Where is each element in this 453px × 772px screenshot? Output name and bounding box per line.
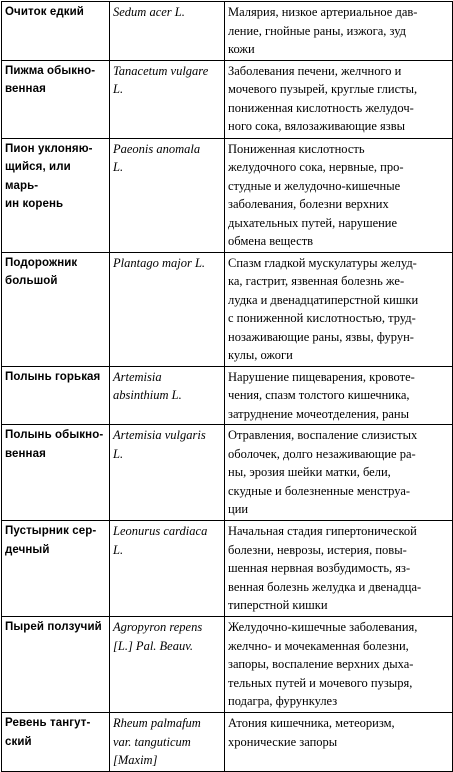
indications-cell: Желудочно-кишечные заболевания, желчно- и мочекаменная болезни, запоры, воспаление верхних дыха- тельных путей и мочевого пузыря, подагра, фурункулез [225, 617, 453, 713]
indications-cell: Заболевания печени, желчного и мочевого пузырей, круглые глисты, пониженная кислотность желудоч- ного сока, вялозаживающие язвы [225, 60, 453, 138]
indications-cell: Малярия, низкое артериальное дав- ление, гнойные раны, изжога, зуд кожи [225, 2, 453, 61]
table-row [2, 521, 453, 617]
plant-name-cell: Полынь обыкно- венная [2, 425, 110, 521]
plant-name-cell: Полынь горькая [2, 366, 110, 425]
table-row [2, 60, 453, 138]
latin-name-cell: Artemisia absinthium L. [110, 366, 225, 425]
latin-name-cell: Paeonis anomala L. [110, 138, 225, 252]
plant-name-cell: Подорожник большой [2, 252, 110, 366]
indications-cell: Атония кишечника, метеоризм, хронические запоры [225, 713, 453, 772]
table-row [2, 713, 453, 772]
plant-name-cell: Пижма обыкно- венная [2, 60, 110, 138]
indications-cell: Отравления, воспаление слизистых оболочек, долго незаживающие ра- ны, эрозия шейки матки, бели, скудные и болезненные менструа- ции [225, 425, 453, 521]
plant-name-cell: Пырей ползучий [2, 617, 110, 713]
plant-name-cell: Пустырник сер- дечный [2, 521, 110, 617]
table-row [2, 617, 453, 713]
latin-name-cell: Artemisia vulgaris L. [110, 425, 225, 521]
plant-name-cell: Ревень тангут- ский [2, 713, 110, 772]
table-row [2, 425, 453, 521]
latin-name-cell: Rheum palmafum var. tanguticum [Maxim] [110, 713, 225, 772]
latin-name-cell: Agropyron repens [L.] Pal. Beauv. [110, 617, 225, 713]
table-row [2, 138, 453, 252]
plant-name-cell: Пион уклоняю- щийся, или марь- ин корень [2, 138, 110, 252]
table-row [2, 2, 453, 61]
indications-cell: Начальная стадия гипертонической болезни, неврозы, истерия, повы- шенная нервная возбудимость, яз- венная болезнь желудка и двенадца- типерстной кишки [225, 521, 453, 617]
latin-name-cell: Sedum acer L. [110, 2, 225, 61]
table-row [2, 252, 453, 366]
latin-name-cell: Tanacetum vulgare L. [110, 60, 225, 138]
plant-name-cell: Очиток едкий [2, 2, 110, 61]
latin-name-cell: Leonurus cardiaca L. [110, 521, 225, 617]
indications-cell: Спазм гладкой мускулатуры желуд- ка, гастрит, язвенная болезнь же- лудка и двенадцатиперстной кишки с пониженной кислотностью, труд- нозаживающие раны, язвы, фурун- кулы, ожоги [225, 252, 453, 366]
latin-name-cell: Plantago major L. [110, 252, 225, 366]
indications-cell: Пониженная кислотность желудочного сока, нервные, про- студные и желудочно-кишечные заболевания, болезни верхних дыхательных путей, нарушение обмена веществ [225, 138, 453, 252]
table-row [2, 366, 453, 425]
indications-cell: Нарушение пищеварения, кровоте- чения, спазм толстого кишечника, затруднение мочеотделения, раны [225, 366, 453, 425]
medicinal-plants-table [1, 1, 453, 772]
